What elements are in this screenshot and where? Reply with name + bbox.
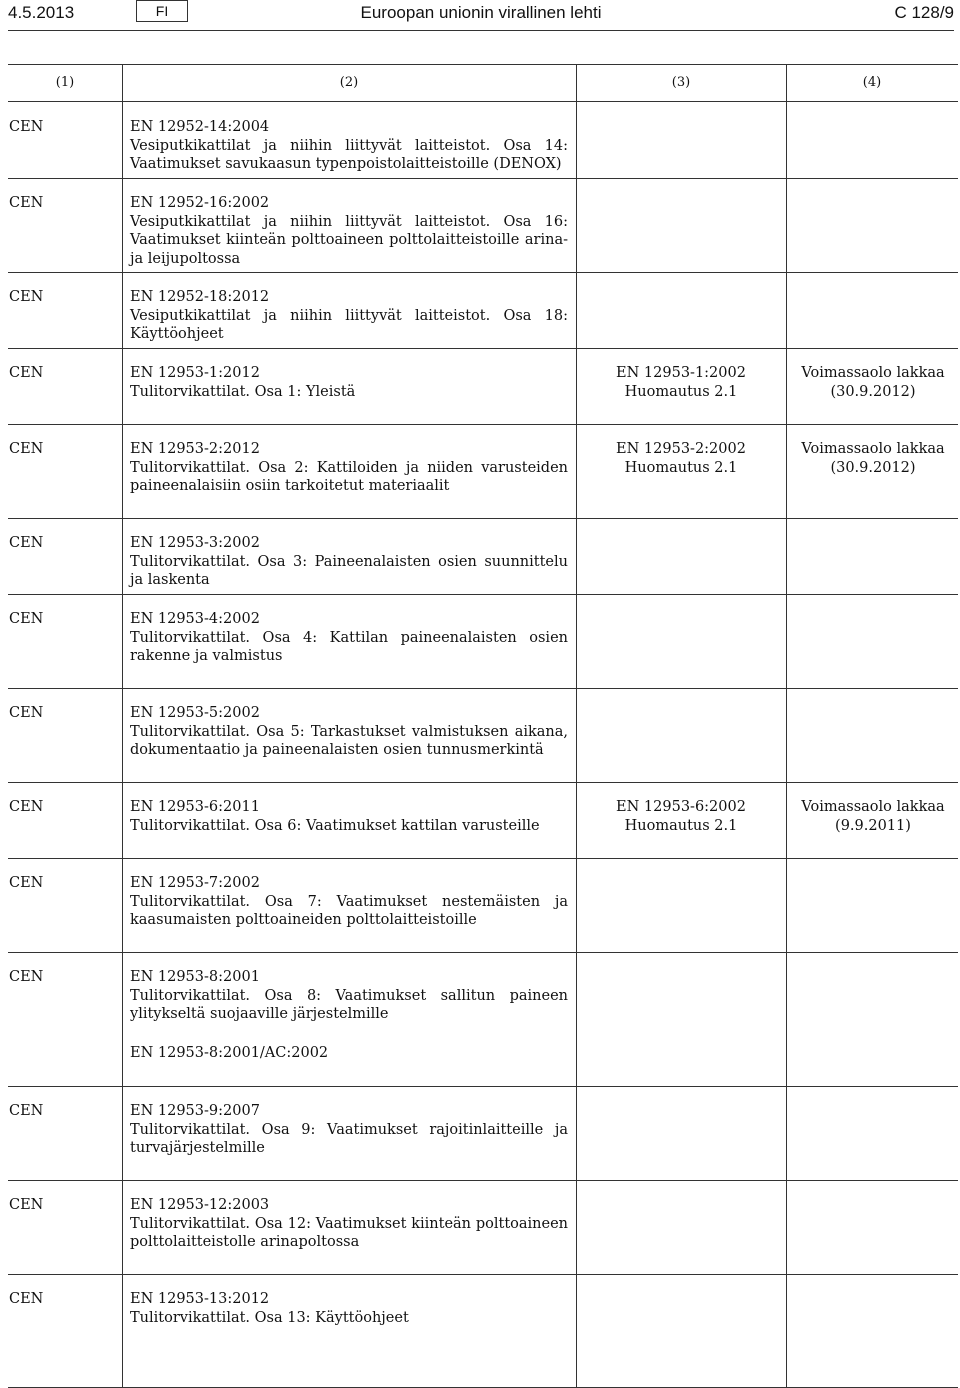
superseded-cell [578,440,784,477]
standard-title: Vesiputkikattilat ja niihin liittyvät laitteistot. Osa 18: Käyttöohjeet [130,307,568,342]
table-row [8,424,958,519]
organisation-cell [8,704,119,723]
cessation-date: (9.9.2011) [835,817,911,834]
language-badge: FI [136,0,188,22]
organisation-text: CEN [9,289,44,305]
standard-code: EN 12952-16:2002 [130,195,270,211]
standard-title: Tulitorvikattilat. Osa 2: Kattiloiden ja niiden varusteiden paineenalaisiin osiin tarkoitetut materiaalit [130,459,568,494]
table-row [8,348,958,425]
standard-title: Tulitorvikattilat. Osa 12: Vaatimukset kiinteän polttoaineen polttolaitteistolle arinapoltossa [130,1215,568,1250]
table-row [8,1028,958,1087]
superseded-standard: EN 12953-1:2002 [616,365,746,381]
organisation-text: CEN [9,969,44,985]
organisation-cell [8,610,119,629]
standard-title: Tulitorvikattilat. Osa 9: Vaatimukset rajoitinlaitteille ja turvajärjestelmille [130,1121,568,1156]
cessation-date-cell [788,364,958,401]
standard-code: EN 12953-8:2001/AC:2002 [130,1045,329,1061]
cessation-label: Voimassaolo lakkaa [801,799,945,815]
organisation-text: CEN [9,365,44,381]
standard-cell [130,968,568,1024]
table-row [8,1086,958,1181]
standard-code: EN 12953-2:2012 [130,441,260,457]
organisation-text: CEN [9,611,44,627]
standard-cell [130,1102,568,1158]
standard-cell [130,1044,568,1063]
standards-table [8,64,958,1388]
journal-title: Euroopan unionin virallinen lehti [360,3,602,22]
table-row [8,858,958,953]
organisation-text: CEN [9,799,44,815]
standard-code: EN 12952-18:2012 [130,289,270,305]
table-row [8,1274,958,1344]
table-row [8,102,958,179]
standard-code: EN 12953-8:2001 [130,969,260,985]
table-row [8,952,958,1028]
organisation-cell [8,288,119,307]
organisation-text: CEN [9,1103,44,1119]
organisation-cell [8,874,119,893]
standard-title: Tulitorvikattilat. Osa 1: Yleistä [130,383,356,400]
standard-cell [130,704,568,760]
superseded-standard: EN 12953-2:2002 [616,441,746,457]
superseded-standard: EN 12953-6:2002 [616,799,746,815]
table-row [8,1180,958,1275]
standard-code: EN 12953-3:2002 [130,535,260,551]
cessation-date-cell [788,440,958,477]
organisation-text: CEN [9,195,44,211]
standard-code: EN 12953-12:2003 [130,1197,270,1213]
standard-title: Vesiputkikattilat ja niihin liittyvät laitteistot. Osa 16: Vaatimukset kiinteän polttoaineen polttolaitteistoille arina- ja leijupoltossa [130,213,568,267]
organisation-cell [8,1290,119,1309]
organisation-cell [8,364,119,383]
standard-code: EN 12953-5:2002 [130,705,260,721]
standard-title: Vesiputkikattilat ja niihin liittyvät laitteistot. Osa 14: Vaatimukset savukaasun typenpoistolaitteistoille (DENOX) [130,137,568,172]
cessation-date-cell [788,798,958,835]
organisation-text: CEN [9,1197,44,1213]
table-row [8,518,958,595]
organisation-text: CEN [9,535,44,551]
standard-title: Tulitorvikattilat. Osa 4: Kattilan paineenalaisten osien rakenne ja valmistus [130,629,568,664]
standard-title: Tulitorvikattilat. Osa 6: Vaatimukset kattilan varusteille [130,817,540,834]
standard-cell [130,874,568,930]
standard-title: Tulitorvikattilat. Osa 13: Käyttöohjeet [130,1309,409,1326]
cessation-date: (30.9.2012) [830,459,916,476]
cessation-date: (30.9.2012) [830,383,916,400]
standard-code: EN 12953-7:2002 [130,875,260,891]
cessation-label: Voimassaolo lakkaa [801,441,945,457]
column-headers [8,65,958,102]
standard-cell [130,534,568,590]
superseded-cell [578,798,784,835]
organisation-text: CEN [9,441,44,457]
standard-code: EN 12953-9:2007 [130,1103,260,1119]
organisation-text: CEN [9,705,44,721]
organisation-cell [8,194,119,213]
standard-cell [130,1290,568,1327]
table-row [8,688,958,783]
column-header-2: (2) [339,75,359,90]
standard-code: EN 12953-13:2012 [130,1291,270,1307]
page-header [8,0,954,31]
table-body [8,102,958,1387]
organisation-text: CEN [9,1291,44,1307]
standard-cell [130,194,568,268]
publication-date: 4.5.2013 [8,3,75,22]
page-number: C 128/9 [894,3,954,22]
organisation-cell [8,440,119,459]
standard-title: Tulitorvikattilat. Osa 7: Vaatimukset nestemäisten ja kaasumaisten polttoaineiden polttolaitteistoille [130,893,568,928]
superseded-note: Huomautus 2.1 [624,817,738,834]
table-row [8,178,958,273]
standard-cell [130,440,568,496]
superseded-note: Huomautus 2.1 [624,459,738,476]
column-header-4: (4) [862,75,882,90]
standard-cell [130,610,568,666]
organisation-cell [8,968,119,987]
standard-cell [130,118,568,174]
standard-cell [130,288,568,344]
table-row [8,594,958,689]
superseded-cell [578,364,784,401]
superseded-note: Huomautus 2.1 [624,383,738,400]
standard-code: EN 12952-14:2004 [130,119,270,135]
table-row [8,782,958,859]
organisation-text: CEN [9,875,44,891]
standard-title: Tulitorvikattilat. Osa 5: Tarkastukset valmistuksen aikana, dokumentaatio ja paineenalaisten osien tunnusmerkintä [130,723,568,758]
standard-cell [130,1196,568,1252]
cessation-label: Voimassaolo lakkaa [801,365,945,381]
standard-cell [130,364,568,401]
organisation-cell [8,118,119,137]
standard-cell [130,798,568,835]
standard-code: EN 12953-6:2011 [130,799,260,815]
organisation-cell [8,798,119,817]
standard-code: EN 12953-1:2012 [130,365,260,381]
organisation-cell [8,1196,119,1215]
standard-title: Tulitorvikattilat. Osa 8: Vaatimukset sallitun paineen ylitykseltä suojaaville järjestelmille [130,987,568,1022]
standard-code: EN 12953-4:2002 [130,611,260,627]
standard-title: Tulitorvikattilat. Osa 3: Paineenalaisten osien suunnittelu ja laskenta [130,553,568,588]
column-header-3: (3) [671,75,691,90]
organisation-cell [8,1102,119,1121]
organisation-text: CEN [9,119,44,135]
organisation-cell [8,534,119,553]
table-row [8,272,958,349]
column-header-1: (1) [55,75,75,90]
